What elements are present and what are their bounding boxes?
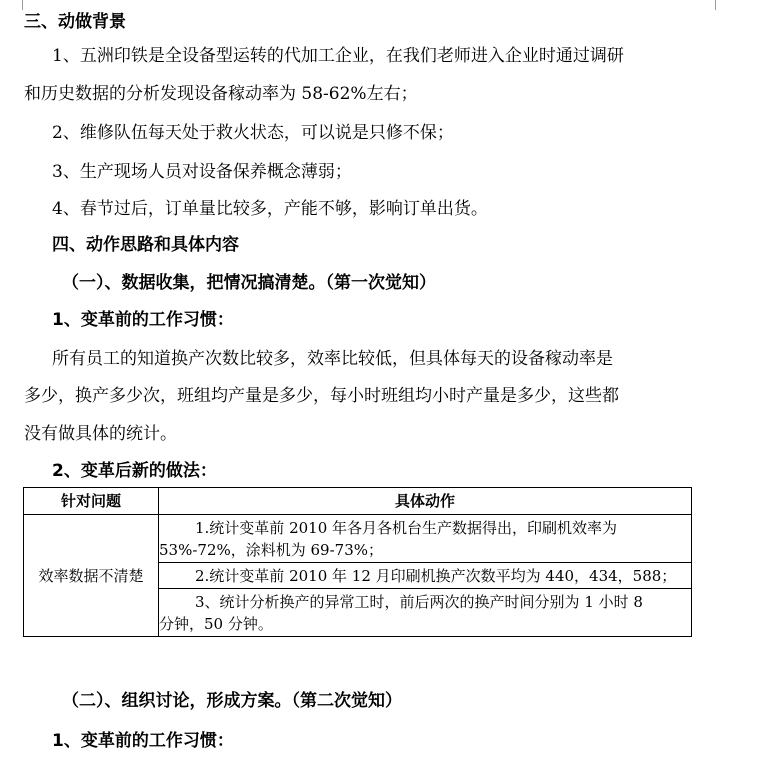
section-heading: 三、动做背景 [24,12,126,32]
paragraph-line: 2、维修队伍每天处于救火状态，可以说是只修不保； [52,123,454,143]
paragraph-line: 多少，换产多少次，班组均产量是多少，每小时班组均小时产量是多少，这些都 [24,386,619,406]
paragraph-line: 没有做具体的统计。 [24,424,177,444]
subsection-heading: （一）、数据收集，把情况搞清楚。（第一次觉知） [62,273,436,293]
page-corner-mark [22,0,23,10]
section-heading: 四、动作思路和具体内容 [52,235,239,255]
paragraph-line: 4、春节过后，订单量比较多，产能不够，影响订单出货。 [52,199,488,219]
page-corner-mark [715,0,716,10]
column-header: 具体动作 [159,488,692,515]
subheading: 1、变革前的工作习惯： [52,731,234,751]
action-line: 53%-72%，涂料机为 69-73%； [159,541,384,559]
table-header-row [24,488,692,515]
action-line: 分钟，50 分钟。 [159,615,273,633]
paragraph-line: 和历史数据的分析发现设备稼动率为 58-62%左右； [24,84,418,104]
issue-cell: 效率数据不清楚 [24,515,159,637]
action-line: 3、统计分析换产的异常工时，前后两次的换产时间分别为 1 小时 8 [195,593,643,611]
action-line: 2.统计变革前 2010 年 12 月印刷机换产次数平均为 440，434，588； [195,567,677,585]
subsection-heading: （二）、组织讨论，形成方案。（第二次觉知） [62,691,402,711]
actions-table [23,487,692,637]
paragraph-line: 所有员工的知道换产次数比较多，效率比较低，但具体每天的设备稼动率是 [52,349,613,369]
paragraph-line: 3、生产现场人员对设备保养概念薄弱； [52,162,352,182]
subheading: 1、变革前的工作习惯： [52,310,234,330]
action-cell [159,589,692,637]
subheading: 2、变革后新的做法： [52,461,217,481]
paragraph-line: 1、五洲印铁是全设备型运转的代加工企业，在我们老师进入企业时通过调研 [52,46,624,66]
column-header: 针对问题 [24,488,159,515]
action-cell [159,563,692,589]
action-cell [159,515,692,563]
table-row [24,515,692,563]
action-line: 1.统计变革前 2010 年各月各机台生产数据得出，印刷机效率为 [195,519,618,537]
